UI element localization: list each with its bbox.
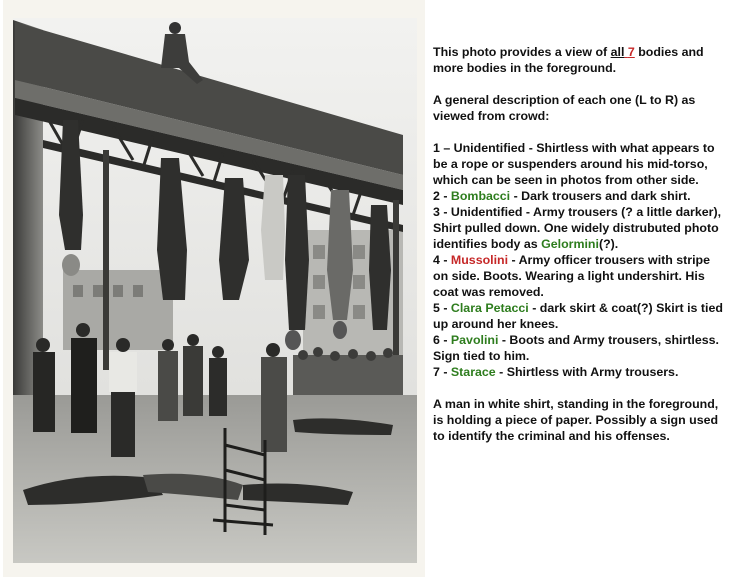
item-1: 1 – Unidentified - Shirtless with what appears to be a rope or suspenders around his mid-torso, which can be seen in photos from other side. (433, 141, 715, 187)
intro-text-end: bodies and more bodies in the foreground. (433, 45, 704, 75)
name-pavolini: Pavolini (450, 333, 499, 347)
intro-paragraph (433, 44, 727, 76)
closing-paragraph: A man in white shirt, standing in the foreground, is holding a piece of paper. Possibly a sign used to identify the criminal and his offenses. (433, 397, 719, 443)
item-4: 4 - Mussolini - Army officer trousers with stripe on side. Boots. Wearing a light undershirt. His coat was removed. (433, 253, 711, 299)
intro-count: 7 (627, 45, 635, 59)
item-2: 2 - Bombacci - Dark trousers and dark shirt. (433, 189, 691, 203)
intro-text: This photo provides a view of (433, 45, 611, 59)
historical-photograph (3, 0, 425, 577)
name-gelormini: Gelormini (541, 237, 599, 251)
name-starace: Starace (450, 365, 496, 379)
photo-caption (433, 44, 727, 444)
item-7: 7 - Starace - Shirtless with Army trousers. (433, 365, 679, 379)
photo-print (13, 18, 417, 563)
name-bombacci: Bombacci (450, 189, 511, 203)
name-petacci: Clara Petacci (450, 301, 529, 315)
item-3: 3 - Unidentified - Army trousers (? a little darker), Shirt pulled down. One widely distrubuted photo identifies body as Gelormini(?). (433, 205, 722, 251)
name-mussolini: Mussolini (450, 253, 509, 267)
item-5: 5 - Clara Petacci - dark skirt & coat(?) Skirt is tied up around her knees. (433, 301, 723, 331)
item-6: 6 - Pavolini - Boots and Army trousers, shirtless. Sign tied to him. (433, 333, 719, 363)
general-description: A general description of each one (L to R) as viewed from crowd: (433, 93, 696, 123)
intro-all-word: all (610, 45, 625, 59)
photo-drawing (3, 0, 425, 577)
